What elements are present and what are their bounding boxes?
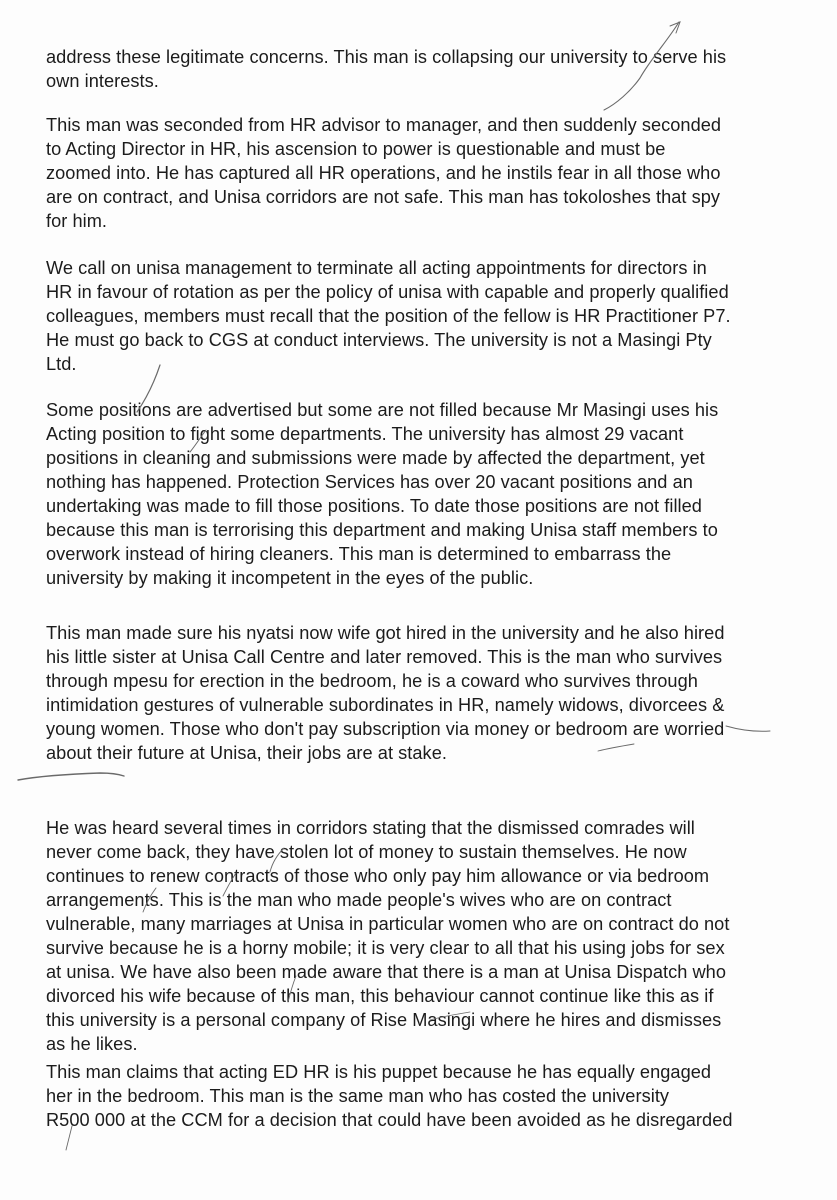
text-line: at unisa. We have also been made aware that there is a man at Unisa Dispatch who	[46, 962, 727, 982]
text-line: This man claims that acting ED HR is his puppet because he has equally engaged	[46, 1062, 712, 1082]
paragraph-secondment	[46, 113, 806, 233]
text-line: never come back, they have stolen lot of money to sustain themselves. He now	[46, 842, 687, 862]
text-line: He must go back to CGS at conduct interviews. The university is not a Masingi Pty	[46, 330, 712, 350]
text-line: He was heard several times in corridors stating that the dismissed comrades will	[46, 818, 695, 838]
text-line: this university is a personal company of Rise Masingi where he hires and dismisses	[46, 1010, 722, 1030]
paragraph-concerns	[46, 45, 806, 93]
text-line: to Acting Director in HR, his ascension to power is questionable and must be	[46, 139, 666, 159]
text-line: We call on unisa management to terminate all acting appointments for directors in	[46, 258, 707, 278]
text-line: survive because he is a horny mobile; it is very clear to all that his using jobs for sex	[46, 938, 725, 958]
text-line: university by making it incompetent in the eyes of the public.	[46, 568, 534, 588]
text-line: his little sister at Unisa Call Centre and later removed. This is the man who survives	[46, 647, 723, 667]
text-line: address these legitimate concerns. This man is collapsing our university to serve his	[46, 47, 727, 67]
text-line: about their future at Unisa, their jobs are at stake.	[46, 743, 447, 763]
text-line: her in the bedroom. This man is the same man who has costed the university	[46, 1086, 670, 1106]
text-line: undertaking was made to fill those positions. To date those positions are not filled	[46, 496, 702, 516]
text-line: R500 000 at the CCM for a decision that could have been avoided as he disregarded	[46, 1110, 733, 1130]
text-line: own interests.	[46, 71, 159, 91]
text-line: divorced his wife because of this man, this behaviour cannot continue like this as if	[46, 986, 714, 1006]
text-line: are on contract, and Unisa corridors are not safe. This man has tokoloshes that spy	[46, 187, 721, 207]
text-line: HR in favour of rotation as per the policy of unisa with capable and properly qualified	[46, 282, 729, 302]
text-line: through mpesu for erection in the bedroom, he is a coward who survives through	[46, 671, 698, 691]
paragraph-call-on-management	[46, 256, 806, 376]
text-line: as he likes.	[46, 1034, 138, 1054]
pen-stroke-top-hook	[670, 22, 680, 33]
paragraph-acting-ed-hr	[46, 1060, 806, 1132]
text-line: because this man is terrorising this department and making Unisa staff members to	[46, 520, 718, 540]
pen-stroke-left-margin	[18, 773, 124, 780]
text-line: nothing has happened. Protection Services has over 20 vacant positions and an	[46, 472, 693, 492]
text-line: for him.	[46, 211, 108, 231]
text-line: This man made sure his nyatsi now wife got hired in the university and he also hired	[46, 623, 725, 643]
text-line: Ltd.	[46, 354, 77, 374]
text-line: intimidation gestures of vulnerable subordinates in HR, namely widows, divorcees &	[46, 695, 725, 715]
text-line: Acting position to fight some departments. The university has almost 29 vacant	[46, 424, 684, 444]
text-line: continues to renew contracts of those who only pay him allowance or via bedroom	[46, 866, 710, 886]
text-line: arrangements. This is the man who made people's wives who are on contract	[46, 890, 672, 910]
text-line: overwork instead of hiring cleaners. This man is determined to embarrass the	[46, 544, 672, 564]
text-line: This man was seconded from HR advisor to manager, and then suddenly seconded	[46, 115, 722, 135]
text-line: young women. Those who don't pay subscription via money or bedroom are worried	[46, 719, 725, 739]
paragraph-hiring-relatives	[46, 621, 806, 765]
text-line: vulnerable, many marriages at Unisa in particular women who are on contract do not	[46, 914, 730, 934]
text-line: zoomed into. He has captured all HR operations, and he instils fear in all those who	[46, 163, 721, 183]
paragraph-corridor-statements	[46, 816, 806, 1056]
text-line: Some positions are advertised but some are not filled because Mr Masingi uses his	[46, 400, 719, 420]
text-line: positions in cleaning and submissions were made by affected the department, yet	[46, 448, 705, 468]
paragraph-vacant-positions	[46, 398, 806, 590]
text-line: colleagues, members must recall that the position of the fellow is HR Practitioner P7.	[46, 306, 731, 326]
